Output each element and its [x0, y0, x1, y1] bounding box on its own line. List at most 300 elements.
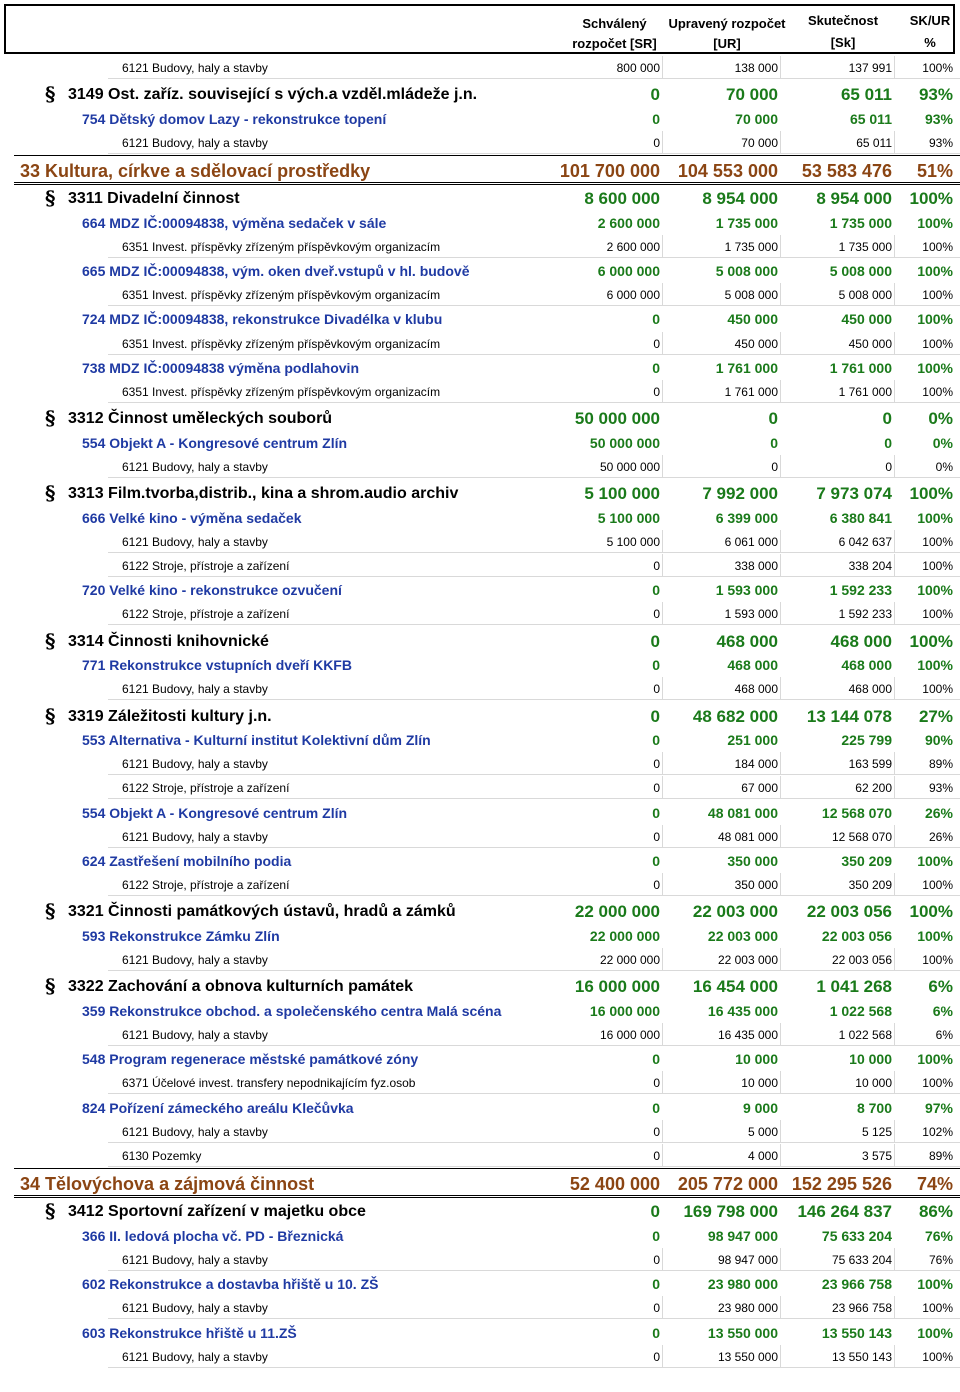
- row-label: 359 Rekonstrukce obchod. a společenského centra Malá scéna: [82, 1002, 502, 1019]
- percent-value: 100%: [922, 607, 953, 622]
- actual-value: 225 799: [841, 732, 892, 748]
- adjusted-value: 7 992 000: [702, 484, 778, 504]
- paragraph-mark-icon: [44, 705, 58, 727]
- item-row: [0, 752, 960, 775]
- percent-value: 100%: [917, 263, 953, 279]
- item-row: [0, 776, 960, 799]
- actual-value: 13 550 143: [821, 1324, 892, 1341]
- adjusted-value: 22 003 000: [692, 902, 778, 922]
- grid-line: [780, 455, 781, 478]
- grid-line: [780, 332, 781, 355]
- row-label: 553 Alternativa - Kulturní institut Kolektivní dům Zlín: [82, 732, 431, 748]
- adjusted-value: 450 000: [734, 336, 778, 351]
- percent-value: 100%: [917, 657, 953, 674]
- item-row: [0, 283, 960, 306]
- action-row: [0, 924, 960, 948]
- actual-value: 350 209: [841, 853, 892, 869]
- row-label: 3311 Divadelní činnost: [68, 190, 240, 208]
- adjusted-value: 450 000: [727, 311, 778, 328]
- grid-line: [894, 530, 895, 553]
- grid-line: [894, 235, 895, 258]
- adjusted-value: 22 003 000: [707, 927, 778, 944]
- item-row: [0, 332, 960, 355]
- approved-value: 0: [653, 781, 660, 796]
- percent-value: 74%: [916, 1174, 953, 1195]
- adjusted-value: 67 000: [741, 781, 778, 796]
- approved-value: 0: [653, 1124, 660, 1139]
- percent-value: 89%: [928, 1149, 953, 1163]
- approved-value: 22 000 000: [589, 927, 660, 944]
- actual-value: 23 966 758: [821, 1276, 892, 1293]
- row-label: 824 Pořízení zámeckého areálu Klečůvka: [82, 1099, 354, 1116]
- grid-line: [894, 131, 895, 154]
- approved-value: 0: [653, 829, 660, 844]
- svg-text:§: §: [45, 975, 56, 998]
- actual-value: 450 000: [848, 336, 892, 351]
- item-row: [0, 554, 960, 577]
- percent-value: 100%: [917, 311, 953, 328]
- action-row: [0, 653, 960, 677]
- row-label: 554 Objekt A - Kongresové centrum Zlín: [82, 434, 348, 451]
- actual-value: 5 125: [861, 1124, 892, 1139]
- actual-value: 12 568 070: [821, 804, 892, 821]
- grid-line: [780, 283, 781, 306]
- action-row: [0, 356, 960, 380]
- actual-value: 468 000: [841, 657, 892, 674]
- actual-value: 1 022 568: [829, 1002, 892, 1019]
- percent-value: 100%: [917, 359, 953, 376]
- approved-value: 0: [652, 110, 660, 127]
- row-label: 6122 Stroje, přístroje a zařízení: [122, 878, 290, 893]
- row-label: 6121 Budovy, haly a stavby: [122, 61, 268, 75]
- approved-value: 0: [653, 1301, 660, 1316]
- grid-line: [662, 1296, 663, 1319]
- row-label: 6121 Budovy, haly a stavby: [122, 1301, 268, 1316]
- actual-value: 22 003 056: [821, 927, 892, 944]
- action-row: [0, 999, 960, 1023]
- approved-value: 0: [650, 631, 660, 651]
- item-row: [0, 1345, 960, 1368]
- action-row: [0, 849, 960, 873]
- actual-value: 22 003 056: [831, 953, 892, 968]
- adjusted-value: 48 081 000: [717, 829, 778, 844]
- item-row: [0, 948, 960, 971]
- adjusted-value: 1 593 000: [715, 582, 778, 599]
- grid-line: [662, 235, 663, 258]
- approved-value: 0: [653, 1252, 660, 1267]
- percent-value: 0%: [928, 409, 953, 429]
- actual-value: 0: [884, 434, 892, 451]
- paragraph-row: [0, 80, 960, 108]
- approved-value: 0: [653, 757, 660, 772]
- row-label: 666 Velké kino - výměna sedaček: [82, 509, 302, 526]
- grid-line: [780, 56, 781, 79]
- grid-line: [662, 873, 663, 896]
- approved-value: 0: [652, 732, 660, 748]
- svg-text:§: §: [45, 704, 56, 727]
- grid-line: [894, 455, 895, 478]
- adjusted-value: 0: [770, 434, 778, 451]
- approved-value: 0: [650, 1202, 660, 1222]
- grid-line: [662, 1345, 663, 1368]
- action-row: [0, 801, 960, 825]
- adjusted-value: 1 593 000: [724, 607, 778, 622]
- grid-line: [780, 1120, 781, 1143]
- grid-line: [662, 1120, 663, 1143]
- percent-value: 97%: [924, 1099, 953, 1116]
- adjusted-value: 169 798 000: [683, 1202, 778, 1222]
- svg-text:§: §: [45, 629, 56, 652]
- row-label: 6130 Pozemky: [122, 1149, 202, 1163]
- actual-value: 163 599: [848, 757, 892, 772]
- approved-value: 5 100 000: [597, 509, 660, 526]
- row-label: 771 Rekonstrukce vstupních dveří KKFB: [82, 657, 352, 674]
- header-actual-line2: [Sk]: [830, 35, 856, 50]
- paragraph-row: [0, 1197, 960, 1225]
- approved-value: 2 600 000: [597, 214, 660, 231]
- svg-text:§: §: [45, 482, 56, 505]
- percent-value: 27%: [918, 706, 953, 726]
- grid-line: [662, 554, 663, 577]
- percent-value: 100%: [917, 853, 953, 869]
- approved-value: 0: [650, 85, 660, 105]
- row-label: 6121 Budovy, haly a stavby: [122, 1349, 268, 1364]
- percent-value: 100%: [922, 878, 953, 893]
- actual-value: 13 550 143: [831, 1349, 892, 1364]
- adjusted-value: 13 550 000: [717, 1349, 778, 1364]
- grid-line: [780, 873, 781, 896]
- approved-value: 52 400 000: [569, 1174, 660, 1195]
- action-row: [0, 1272, 960, 1296]
- grid-line: [780, 235, 781, 258]
- actual-value: 75 633 204: [821, 1227, 892, 1244]
- actual-value: 8 954 000: [816, 189, 892, 209]
- row-label: 593 Rekonstrukce Zámku Zlín: [82, 927, 280, 944]
- grid-line: [780, 1248, 781, 1271]
- actual-value: 65 011: [856, 135, 892, 150]
- actual-value: 12 568 070: [831, 829, 892, 844]
- percent-value: 6%: [935, 1028, 953, 1042]
- adjusted-value: 1 761 000: [724, 385, 778, 399]
- adjusted-value: 6 061 000: [724, 534, 778, 549]
- paragraph-mark-icon: [44, 975, 58, 997]
- row-label: 6121 Budovy, haly a stavby: [122, 534, 268, 549]
- percent-value: 86%: [918, 1202, 953, 1222]
- grid-line: [662, 752, 663, 775]
- header-percent-line1: SK/UR: [909, 13, 951, 28]
- row-label: 6121 Budovy, haly a stavby: [122, 1252, 268, 1267]
- actual-value: 3 575: [861, 1149, 892, 1163]
- percent-value: 0%: [932, 434, 953, 451]
- approved-value: 0: [652, 582, 660, 599]
- actual-value: 10 000: [849, 1051, 892, 1068]
- action-row: [0, 506, 960, 530]
- approved-value: 0: [653, 607, 660, 622]
- adjusted-value: 5 000: [747, 1124, 778, 1139]
- percent-value: 90%: [924, 732, 953, 748]
- paragraph-mark-icon: [44, 407, 58, 429]
- percent-value: 6%: [932, 1002, 953, 1019]
- grid-line: [894, 602, 895, 625]
- approved-value: 16 000 000: [589, 1002, 660, 1019]
- row-label: 3149 Ost. zaříz. související s vých.a vzděl.mládeže j.n.: [68, 86, 478, 104]
- row-label: 724 MDZ IČ:00094838, rekonstrukce Divadélka v klubu: [82, 311, 443, 328]
- row-label: 6121 Budovy, haly a stavby: [122, 1028, 268, 1042]
- grid-line: [894, 332, 895, 355]
- paragraph-row: [0, 184, 960, 212]
- adjusted-value: 5 008 000: [724, 288, 778, 303]
- grid-line: [780, 752, 781, 775]
- adjusted-value: 468 000: [727, 657, 778, 674]
- grid-line: [780, 1023, 781, 1046]
- actual-value: 1 761 000: [829, 359, 892, 376]
- percent-value: 100%: [922, 534, 953, 549]
- item-row: [0, 677, 960, 700]
- approved-value: 0: [652, 804, 660, 821]
- actual-value: 468 000: [848, 682, 892, 697]
- row-label: 366 II. ledová plocha vč. PD - Březnická: [82, 1227, 344, 1244]
- grid-line: [894, 1296, 895, 1319]
- percent-value: 100%: [922, 288, 953, 303]
- table-header: [4, 4, 955, 54]
- row-label: 6121 Budovy, haly a stavby: [122, 757, 268, 772]
- grid-line: [894, 380, 895, 403]
- percent-value: 93%: [924, 110, 953, 127]
- paragraph-row: [0, 627, 960, 655]
- header-percent: [900, 10, 960, 54]
- item-row: [0, 1144, 960, 1167]
- adjusted-value: 350 000: [727, 853, 778, 869]
- actual-value: 6 380 841: [829, 509, 892, 526]
- row-label: 3322 Zachování a obnova kulturních památek: [68, 978, 413, 996]
- actual-value: 146 264 837: [797, 1202, 892, 1222]
- action-row: [0, 1047, 960, 1071]
- svg-text:§: §: [45, 407, 56, 430]
- adjusted-value: 16 435 000: [707, 1002, 778, 1019]
- actual-value: 1 761 000: [838, 385, 892, 399]
- row-label: 6351 Invest. příspěvky zřízeným příspěvkovým organizacím: [122, 336, 441, 351]
- item-row: [0, 455, 960, 478]
- percent-value: 100%: [909, 484, 953, 504]
- action-row: [0, 1096, 960, 1120]
- approved-value: 50 000 000: [589, 434, 660, 451]
- grid-line: [780, 131, 781, 154]
- approved-value: 0: [652, 657, 660, 674]
- approved-value: 0: [653, 336, 660, 351]
- approved-value: 0: [653, 878, 660, 893]
- row-label: 665 MDZ IČ:00094838, vým. oken dveř.vstupů v hl. budově: [82, 263, 470, 279]
- row-label: 664 MDZ IČ:00094838, výměna sedaček v sále: [82, 214, 387, 231]
- approved-value: 6 000 000: [606, 288, 660, 303]
- adjusted-value: 6 399 000: [715, 509, 778, 526]
- grid-line: [780, 1296, 781, 1319]
- approved-value: 50 000 000: [599, 459, 660, 474]
- actual-value: 5 008 000: [829, 263, 892, 279]
- item-row: [0, 1296, 960, 1319]
- grid-line: [894, 873, 895, 896]
- adjusted-value: 468 000: [716, 631, 778, 651]
- actual-value: 23 966 758: [831, 1301, 892, 1316]
- action-row: [0, 211, 960, 235]
- row-label: 34 Tělovýchova a zájmová činnost: [20, 1174, 315, 1195]
- item-row: [0, 1248, 960, 1271]
- approved-value: 2 600 000: [606, 239, 660, 254]
- adjusted-value: 338 000: [734, 559, 778, 573]
- actual-value: 5 008 000: [838, 288, 892, 303]
- percent-value: 100%: [922, 953, 953, 968]
- item-row: [0, 1023, 960, 1046]
- actual-value: 468 000: [830, 631, 892, 651]
- action-row: [0, 259, 960, 283]
- actual-value: 1 735 000: [838, 239, 892, 254]
- item-row: [0, 530, 960, 553]
- action-row: [0, 578, 960, 602]
- percent-value: 93%: [928, 781, 953, 796]
- actual-value: 0: [882, 409, 892, 429]
- grid-line: [662, 677, 663, 700]
- percent-value: 100%: [917, 214, 953, 231]
- percent-value: 100%: [917, 582, 953, 599]
- percent-value: 0%: [935, 459, 953, 474]
- section-row: [0, 155, 960, 185]
- grid-line: [780, 776, 781, 799]
- approved-value: 16 000 000: [574, 977, 660, 997]
- approved-value: 0: [652, 1324, 660, 1341]
- item-row: [0, 873, 960, 896]
- row-label: 6371 Účelové invest. transfery nepodnikajícím fyz.osob: [122, 1076, 416, 1091]
- adjusted-value: 70 000: [726, 85, 778, 105]
- adjusted-value: 22 003 000: [717, 953, 778, 968]
- grid-line: [662, 56, 663, 79]
- header-adjusted-line2: [UR]: [713, 36, 741, 51]
- grid-line: [780, 948, 781, 971]
- adjusted-value: 8 954 000: [702, 189, 778, 209]
- approved-value: 5 100 000: [584, 484, 660, 504]
- percent-value: 100%: [917, 1051, 953, 1068]
- row-label: 603 Rekonstrukce hřiště u 11.ZŠ: [82, 1324, 297, 1341]
- actual-value: 75 633 204: [831, 1252, 892, 1267]
- grid-line: [662, 1071, 663, 1094]
- adjusted-value: 48 081 000: [707, 804, 778, 821]
- row-label: 3314 Činnosti knihovnické: [68, 632, 269, 650]
- actual-value: 65 011: [849, 110, 892, 127]
- adjusted-value: 23 980 000: [707, 1276, 778, 1293]
- action-row: [0, 728, 960, 752]
- percent-value: 100%: [922, 1076, 953, 1091]
- row-label: 3313 Film.tvorba,distrib., kina a shrom.audio archiv: [68, 485, 459, 503]
- adjusted-value: 468 000: [734, 682, 778, 697]
- row-label: 6351 Invest. příspěvky zřízeným příspěvkovým organizacím: [122, 385, 441, 399]
- paragraph-row: [0, 702, 960, 730]
- header-approved-budget: [562, 14, 667, 54]
- row-label: 6121 Budovy, haly a stavby: [122, 829, 268, 844]
- approved-value: 0: [652, 1099, 660, 1116]
- row-label: 6122 Stroje, přístroje a zařízení: [122, 607, 290, 622]
- adjusted-value: 23 980 000: [717, 1301, 778, 1316]
- actual-value: 1 592 233: [838, 607, 892, 622]
- adjusted-value: 251 000: [727, 732, 778, 748]
- grid-line: [662, 1248, 663, 1271]
- grid-line: [894, 825, 895, 848]
- percent-value: 100%: [922, 385, 953, 399]
- action-row: [0, 1224, 960, 1248]
- adjusted-value: 104 553 000: [677, 161, 778, 182]
- grid-line: [662, 283, 663, 306]
- row-label: 554 Objekt A - Kongresové centrum Zlín: [82, 804, 348, 821]
- adjusted-value: 13 550 000: [707, 1324, 778, 1341]
- percent-value: 100%: [922, 682, 953, 697]
- percent-value: 100%: [922, 1349, 953, 1364]
- percent-value: 102%: [922, 1124, 953, 1139]
- actual-value: 450 000: [841, 311, 892, 328]
- actual-value: 6 042 637: [838, 534, 892, 549]
- percent-value: 26%: [924, 804, 953, 821]
- percent-value: 100%: [909, 631, 953, 651]
- paragraph-row: [0, 479, 960, 507]
- header-approved-line1: Schválený: [582, 16, 647, 31]
- row-label: 738 MDZ IČ:00094838 výměna podlahovin: [82, 359, 359, 376]
- row-label: 6121 Budovy, haly a stavby: [122, 953, 268, 968]
- row-label: 6121 Budovy, haly a stavby: [122, 459, 268, 474]
- paragraph-mark-icon: [44, 83, 58, 105]
- approved-value: 0: [652, 311, 660, 328]
- item-row: [0, 380, 960, 403]
- adjusted-value: 1 761 000: [715, 359, 778, 376]
- adjusted-value: 16 454 000: [692, 977, 778, 997]
- action-row: [0, 431, 960, 455]
- approved-value: 0: [653, 1149, 660, 1163]
- svg-text:§: §: [45, 83, 56, 106]
- paragraph-mark-icon: [44, 187, 58, 209]
- percent-value: 100%: [909, 902, 953, 922]
- row-label: 6351 Invest. příspěvky zřízeným příspěvkovým organizacím: [122, 239, 441, 254]
- actual-value: 53 583 476: [801, 161, 892, 182]
- paragraph-row: [0, 972, 960, 1000]
- percent-value: 100%: [917, 1276, 953, 1293]
- actual-value: 8 700: [856, 1099, 892, 1116]
- actual-value: 1 041 268: [816, 977, 892, 997]
- paragraph-row: [0, 404, 960, 432]
- adjusted-value: 184 000: [734, 757, 778, 772]
- percent-value: 76%: [924, 1227, 953, 1244]
- adjusted-value: 0: [768, 409, 778, 429]
- grid-line: [780, 1345, 781, 1368]
- grid-line: [894, 1144, 895, 1167]
- grid-line: [662, 1023, 663, 1046]
- percent-value: 93%: [918, 85, 953, 105]
- percent-value: 100%: [909, 189, 953, 209]
- adjusted-value: 48 682 000: [692, 706, 778, 726]
- actual-value: 1 022 568: [838, 1028, 892, 1042]
- grid-line: [662, 380, 663, 403]
- paragraph-mark-icon: [44, 482, 58, 504]
- approved-value: 50 000 000: [574, 409, 660, 429]
- action-row: [0, 107, 960, 131]
- approved-value: 0: [652, 359, 660, 376]
- approved-value: 0: [652, 1227, 660, 1244]
- item-row: [0, 825, 960, 848]
- approved-value: 0: [653, 135, 660, 150]
- row-label: 3319 Záležitosti kultury j.n.: [68, 707, 272, 725]
- actual-value: 13 144 078: [806, 706, 892, 726]
- adjusted-value: 98 947 000: [707, 1227, 778, 1244]
- header-approved-line2: rozpočet [SR]: [572, 36, 657, 51]
- grid-line: [780, 380, 781, 403]
- grid-line: [894, 1023, 895, 1046]
- row-label: 602 Rekonstrukce a dostavba hřiště u 10. ZŠ: [82, 1276, 379, 1293]
- approved-value: 0: [653, 682, 660, 697]
- paragraph-mark-icon: [44, 1200, 58, 1222]
